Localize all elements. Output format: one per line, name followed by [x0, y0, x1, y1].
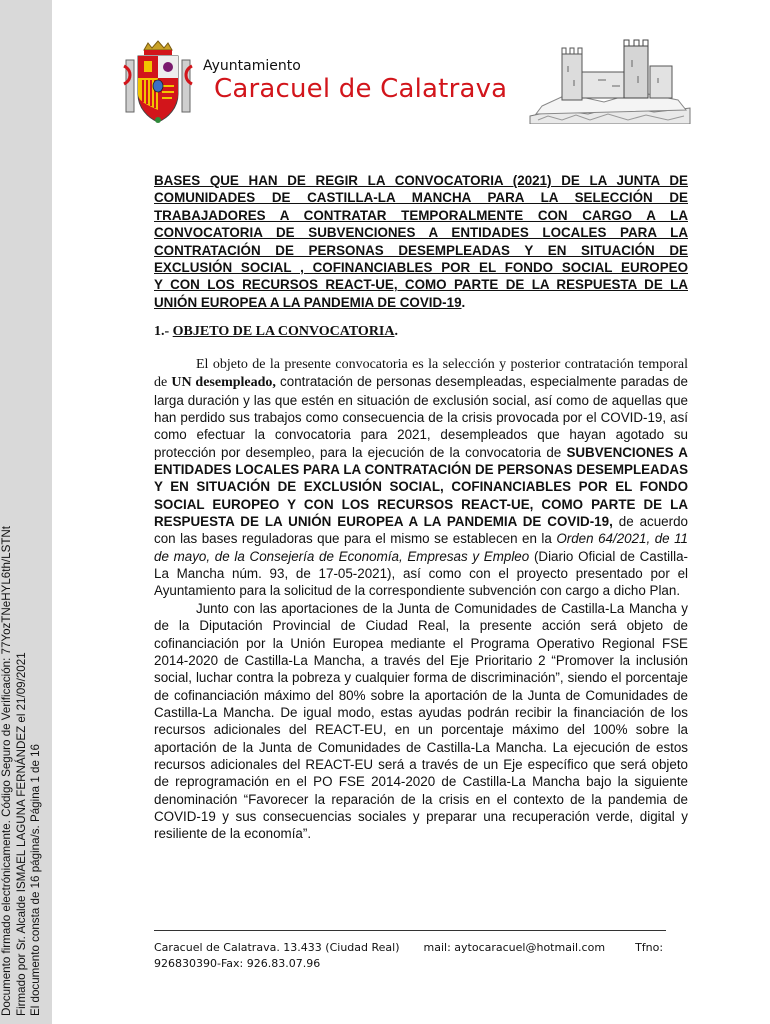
title-period: .	[461, 294, 466, 310]
paragraph-1-emphasis: UN desempleado,	[171, 375, 276, 391]
paragraph-1	[154, 355, 688, 600]
paragraph-1-intro: El objeto de la presente convocatoria es la selección y posterior contratación temporal de	[154, 357, 688, 391]
paragraph-2: Junto con las aportaciones de la Junta de Comunidades de Castilla-La Mancha y de la Diputación Provincial de Ciudad Real, la presente acción será objeto de cofinanciación por la Unión Europea mediante el Programa Operativo Regional FSE 2014-2020 de Castilla-La Mancha, a través del Eje Prioritario 2 “Promover la inclusión social, luchar contra la pobreza y cualquier forma de discriminación”, siendo el porcentaje de cofinanciación máximo del 80% sobre la aportación de la Junta de Comunidades de Castilla-La Mancha. De igual modo, estas ayudas podrán recibir la financiación de los recursos adicionales del REACT-EU, en un porcentaje máximo del 100% sobre la aportación de la Junta de Comunidades de Castilla-La Mancha. La ejecución de estos recursos adicionales del REACT-EU será a través de un Eje específico que será objeto de reprogramación en el PO FSE 2014-2020 de Castilla-La Mancha bajo la siguiente denominación “Favorecer la reparación de la crisis en el contexto de la pandemia de COVID-19 y sus consecuencias sociales y preparar una recuperación verde, digital y resiliente de la economía”.	[154, 600, 688, 842]
footer-mail: mail: aytocaracuel@hotmail.com	[423, 941, 606, 954]
footer-address: Caracuel de Calatrava. 13.433 (Ciudad Real)	[154, 941, 400, 954]
footer-divider	[154, 930, 666, 931]
title-line-text: UNIÓN EUROPEA A LA PANDEMIA DE COVID-19	[154, 294, 462, 310]
footer-row	[154, 940, 674, 956]
title-line: CONTRATACIÓN DE PERSONAS DESEMPLEADAS Y EN SITUACIÓN DE	[154, 242, 688, 258]
section-number: 1.-	[154, 324, 170, 339]
paragraph-1-text-3: (Diario Oficial de Castilla-La Mancha núm. 93, de 17-05-2021), así como con el proyecto presentado por el Ayuntamiento para la solicitud de la correspondiente subvención con cargo a dicho Plan.	[154, 548, 688, 599]
footer	[154, 940, 674, 971]
document-title	[154, 172, 688, 311]
title-line: TRABAJADORES A CONTRATAR TEMPORALMENTE CON CARGO A LA	[154, 207, 688, 223]
title-line: CONVOCATORIA DE SUBVENCIONES A ENTIDADES LOCALES PARA LA	[154, 225, 688, 241]
coat-of-arms-icon	[122, 40, 194, 126]
castle-illustration-icon	[528, 36, 692, 124]
paragraph-1-text: contratación de personas desempleadas, especialmente paradas de larga duración y las que estén en situación de exclusión social, así como de aquellas que han perdido sus trabajos como consecuencia de la crisis provocada por el COVID-19, así como efectuar la convocatoria para 2021, desempleados que hayan agotado su protección por desempleo, para la ejecución de la convocatoria de	[154, 374, 688, 460]
title-line: Y CON LOS RECURSOS REACT-UE, COMO PARTE DE LA RESPUESTA DE LA	[154, 277, 688, 293]
footer-phone-fax: 926830390-Fax: 926.83.07.96	[154, 956, 321, 970]
verification-text	[0, 0, 52, 1024]
title-line	[154, 294, 688, 311]
verification-line-3: El documento consta de 16 página/s. Página 1 de 16	[29, 743, 42, 1016]
title-line: EXCLUSIÓN SOCIAL , COFINANCIABLES POR EL FONDO SOCIAL EUROPEO	[154, 260, 688, 276]
body-text	[154, 355, 688, 843]
paragraph-1-program: SUBVENCIONES A ENTIDADES LOCALES PARA LA CONTRATACIÓN DE PERSONAS DESEMPLEADAS Y EN SITUACIÓN DE EXCLUSIÓN SOCIAL, COFINANCIABLES POR EL FONDO SOCIAL EUROPEO Y CON LOS RECURSOS REACT-UE, COMO PARTE DE LA RESPUESTA DE LA UNIÓN EUROPEA A LA PANDEMIA DE COVID-19,	[154, 444, 688, 530]
paragraph-1-text-2: de acuerdo con las bases reguladoras que para el mismo se establecen en la	[154, 514, 688, 547]
verification-line-2: Firmado por Sr. Alcalde ISMAEL LAGUNA FERNÁNDEZ el 21/09/2021	[14, 652, 28, 1016]
section-heading	[154, 324, 398, 340]
verification-line-1: Documento firmado electrónicamente. Código Seguro de Verificación: 77YozTNeHYL6th/LSTNt	[0, 526, 13, 1016]
paragraph-1-order: Orden 64/2021, de 11 de mayo, de la Consejería de Economía, Empresas y Empleo	[154, 531, 688, 564]
town-name: Caracuel de Calatrava	[214, 74, 508, 104]
section-title: OBJETO DE LA CONVOCATORIA	[172, 324, 395, 339]
title-line: BASES QUE HAN DE REGIR LA CONVOCATORIA (2021) DE LA JUNTA DE	[154, 173, 688, 188]
title-line: COMUNIDADES DE CASTILLA-LA MANCHA PARA LA SELECCIÓN DE	[154, 190, 688, 206]
footer-phone-label: Tfno:	[635, 941, 664, 954]
town-prefix: Ayuntamiento	[203, 58, 301, 74]
section-period: .	[394, 324, 398, 339]
